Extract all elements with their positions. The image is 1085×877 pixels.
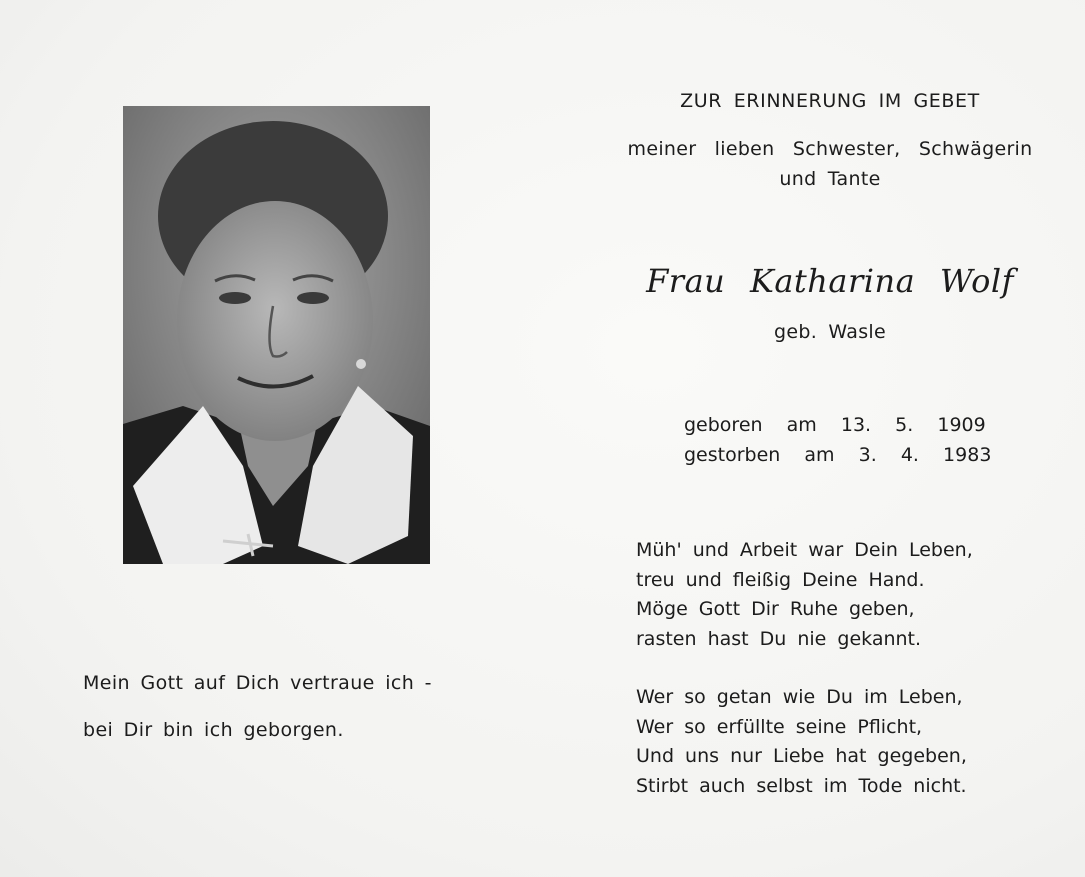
portrait-photo — [123, 106, 430, 564]
dedication-line-2: und Tante — [779, 168, 881, 190]
poem-line: Müh' und Arbeit war Dein Leben, — [636, 539, 973, 561]
poem-line: Wer so erfüllte seine Pflicht, — [636, 715, 923, 738]
poem-line: treu und fleißig Deine Hand. — [636, 568, 925, 591]
deceased-name: Frau Katharina Wolf — [646, 262, 1014, 300]
memorial-heading: ZUR ERINNERUNG IM GEBET — [680, 90, 980, 112]
poem-stanza-2 — [636, 683, 967, 801]
portrait-photo-icon — [123, 106, 430, 564]
poem-line: Und uns nur Liebe hat gegeben, — [636, 745, 967, 767]
verse-line-2: bei Dir bin ich geborgen. — [83, 719, 344, 741]
poem-line: Möge Gott Dir Ruhe geben, — [636, 598, 915, 620]
poem-stanza-1 — [636, 536, 973, 654]
dedication-line-1: meiner lieben Schwester, Schwägerin — [627, 138, 1033, 160]
life-dates — [684, 414, 991, 474]
poem-line: Stirbt auch selbst im Tode nicht. — [636, 774, 967, 797]
verse-line-1: Mein Gott auf Dich vertraue ich - — [83, 672, 432, 694]
birth-name: geb. Wasle — [774, 321, 886, 343]
death-date: gestorben am 3. 4. 1983 — [684, 444, 992, 466]
poem-line: Wer so getan wie Du im Leben, — [636, 686, 963, 708]
poem-line: rasten hast Du nie gekannt. — [636, 627, 922, 650]
birth-date: geboren am 13. 5. 1909 — [684, 414, 986, 436]
